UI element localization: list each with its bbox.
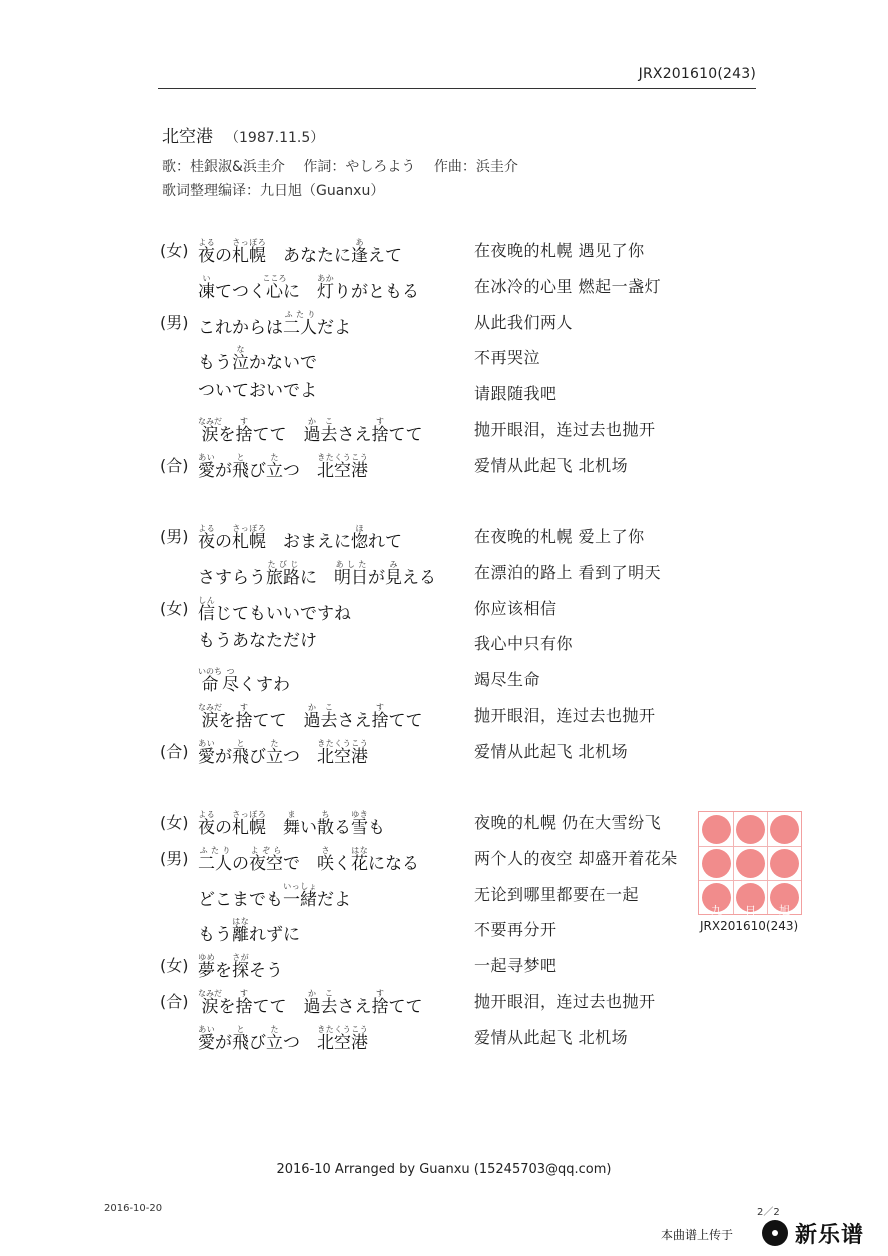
seal-caption: JRX201610(243) [700,919,799,933]
singer-label: (合) [160,992,189,1011]
compiled-by: 歌词整理编译：九日旭（Guanxu） [162,183,385,199]
author-seal [698,811,802,915]
chinese-translation: 不再哭泣 [474,348,541,368]
japanese-lyric: 愛あいが飛とび立たつ 北空港きたくうこう [198,452,368,481]
chinese-translation: 爱情从此起飞 北机场 [474,1027,629,1047]
chinese-translation: 爱情从此起飞 北机场 [474,741,629,761]
lyric-line [160,943,760,982]
chinese-translation: 我心中只有你 [474,634,574,654]
japanese-lyric: 凍いてつく心こころに 灯あかりがともる [198,273,419,302]
seal-char: 日 [745,904,756,917]
japanese-lyric: もうあなただけ [198,631,317,652]
song-title: 北空港 [162,127,213,147]
chinese-translation: 从此我们两人 [474,312,574,332]
singer-label: (女) [160,241,189,260]
chinese-translation: 一起寻梦吧 [474,956,557,976]
lyric-line [160,729,760,765]
document-code: JRX201610(243) [638,66,756,82]
site-logo[interactable]: 新乐谱 [795,1223,865,1248]
lyric-line [160,300,760,336]
singer-label: (合) [160,455,189,475]
chinese-translation: 夜晚的札幌 仍在大雪纷飞 [474,813,662,832]
japanese-lyric: 信しんじてもいいですね [198,595,351,624]
header-divider [158,88,756,89]
japanese-lyric: 愛あいが飛とび立たつ 北空港きたくうこう [198,738,368,767]
lyric-line [160,800,760,836]
credit-composer: 作曲：浜圭介 [433,159,518,175]
credit-lyricist: 作詞：やしろよう [303,159,416,175]
chinese-translation: 在冰冷的心里 燃起一盏灯 [474,276,662,296]
lyric-line [160,657,760,696]
singer-label: (女) [160,956,189,976]
japanese-lyric: もう離はなれずに [198,917,300,946]
japanese-lyric: ついておいでよ [198,381,317,402]
chinese-translation: 抛开眼泪，连过去也抛开 [474,706,656,725]
chinese-translation: 爱情从此起飞 北机场 [474,455,629,475]
lyric-line [160,514,760,550]
japanese-lyric: さすらう旅路たびじに 明日あしたが見みえる [198,559,436,588]
singer-label: (女) [160,598,189,618]
japanese-lyric: 命いのち尽つくすわ [198,667,290,696]
japanese-lyric: 夜よるの札幌さっぽろ あなたに逢あえて [198,238,402,266]
lyric-line [160,621,760,657]
japanese-lyric: どこまでも一緒いっしょだよ [198,881,351,910]
credit-singer: 歌：桂銀淑&浜圭介 [162,159,285,175]
lyric-line [160,228,760,264]
song-date: （1987.11.5） [225,130,325,146]
seal-char: 九 [711,904,722,917]
singer-label: (男) [160,848,189,868]
lyric-line [160,407,760,443]
arranged-by: 2016-10 Arranged by Guanxu (15245703@qq.com) [276,1162,612,1177]
song-title-line [162,122,324,147]
chinese-translation: 在夜晚的札幌 遇见了你 [474,241,645,260]
japanese-lyric: 夜よるの札幌さっぽろ おまえに惚ほれて [198,524,402,552]
japanese-lyric: 涙なみだを捨すてて 過去かこさえ捨すてて [198,989,423,1017]
japanese-lyric: もう泣なかないで [198,345,317,374]
lyric-line [160,907,760,946]
chinese-translation: 抛开眼泪，连过去也抛开 [474,992,656,1011]
footer-date: 2016-10-20 [104,1203,163,1214]
lyric-line [160,371,760,407]
lyric-line [160,836,760,872]
singer-label: (男) [160,312,189,332]
singer-label: (合) [160,741,189,761]
chinese-translation: 抛开眼泪，连过去也抛开 [474,420,656,439]
seal-char: 旭 [779,904,790,917]
upload-notice: 本曲谱上传于 [661,1228,734,1242]
lyric-line [160,586,760,622]
singer-label: (女) [160,813,189,832]
song-credits [162,156,532,176]
lyric-line [160,693,760,729]
singer-label: (男) [160,527,189,546]
chinese-translation: 无论到哪里都要在一起 [474,884,640,904]
lyric-line [160,550,760,586]
japanese-lyric: 愛あいが飛とび立たつ 北空港きたくうこう [198,1024,368,1053]
chinese-translation: 竭尽生命 [474,670,541,690]
japanese-lyric: 夢ゆめを探さがそう [198,953,283,982]
lyric-line [160,443,760,479]
lyric-line [160,1015,760,1051]
chinese-translation: 两个人的夜空 却盛开着花朵 [474,848,678,868]
chinese-translation: 在漂泊的路上 看到了明天 [474,562,662,582]
japanese-lyric: これからは二人ふたりだよ [198,309,351,338]
lyric-line [160,335,760,374]
japanese-lyric: 二人ふたりの夜空よぞらで 咲さく花はなになる [198,845,419,874]
japanese-lyric: 夜よるの札幌さっぽろ 舞まい散ちる雪ゆきも [198,810,385,838]
japanese-lyric: 涙なみだを捨すてて 過去かこさえ捨すてて [198,703,423,731]
lyric-line [160,872,760,908]
logo-disc-icon[interactable] [762,1220,788,1246]
lyric-line [160,264,760,300]
chinese-translation: 不要再分开 [474,920,557,940]
japanese-lyric: 涙なみだを捨すてて 過去かこさえ捨すてて [198,417,423,445]
chinese-translation: 你应该相信 [474,598,557,618]
chinese-translation: 在夜晚的札幌 爱上了你 [474,527,645,546]
lyric-line [160,979,760,1015]
chinese-translation: 请跟随我吧 [474,384,557,404]
page-number: 2／2 [757,1207,780,1218]
